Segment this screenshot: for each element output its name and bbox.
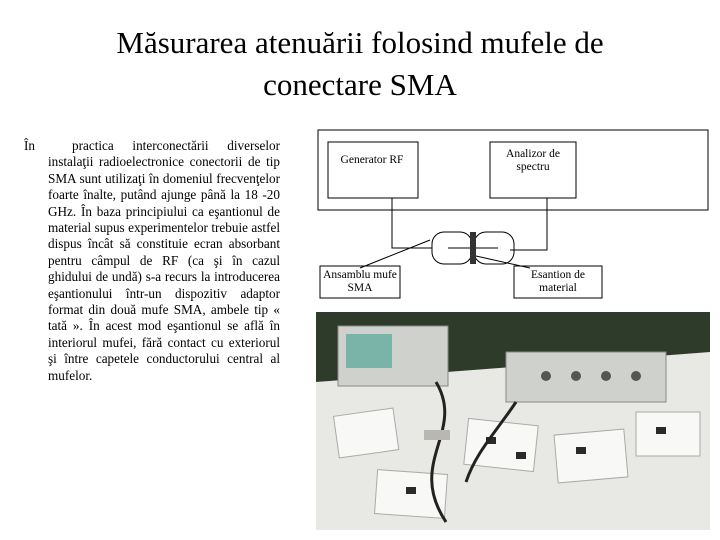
analyzer-cable [510,198,547,250]
lab-setup-photo [316,312,710,530]
generator-box [328,142,418,198]
analyzer-screen [346,334,392,368]
slide-title-line-2: conectare SMA [263,67,457,102]
assembly-pointer [360,240,430,268]
paragraph-body: practica interconectării diverselor instalaţii radioelectronice conectorii de tip SMA sunt utilizaţi în domeniul frecvenţelor foarte înalte, putând ajunge până la 18 -20 GHz. În baza principiului ca eşantionul de material supus experimentelor trebuie astfel dispus încât să constituie ecran absorbant pentru câmpul de RF (ca şi în cazul ghidului de undă) s-a recurs la introducerea eşantionului într-un dispozitiv adaptor format din două mufe SMA, ambele tip « tată ». În acest mod eşantionul se află în interiorul mufei, fără contact cu exteriorul şi între capetele conductorului central al mufelor. [48,138,280,383]
rf-generator-instrument [506,352,666,402]
sma-adapter [424,430,450,440]
measurement-diagram [300,120,720,305]
generator-label: Generator RF [332,154,412,167]
generator-cable [392,198,432,248]
description-paragraph [24,138,280,384]
description-text [24,138,280,384]
lab-photo-illustration [316,312,710,530]
paragraph-marker: În [24,138,35,153]
analyzer-label: Analizor de spectru [493,148,573,174]
sample-disk [470,232,476,264]
assembly-label: Ansamblu mufe SMA [323,269,397,294]
slide-title [40,22,680,106]
sample-label: Esantion de material [518,269,598,295]
slide-title-line-1: Măsurarea atenuării folosind mufele de [116,25,604,60]
